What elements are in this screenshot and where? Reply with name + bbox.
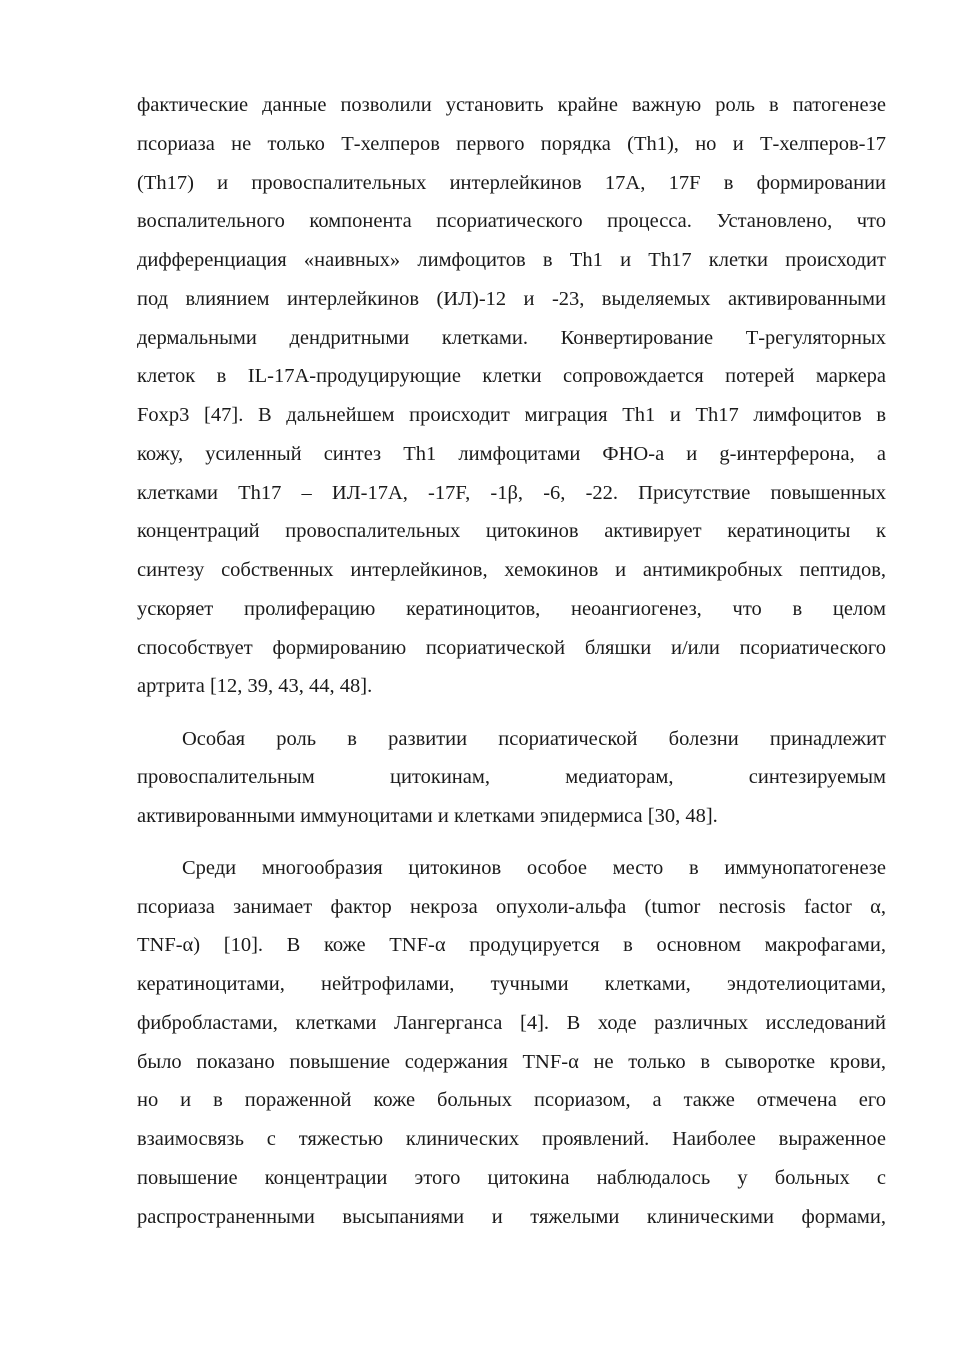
text-line: псориаза занимает фактор некроза опухоли-альфа (tumor necrosis factor α, — [137, 896, 886, 918]
text-line: артрита [12, 39, 43, 44, 48]. — [137, 675, 373, 697]
text-line: активированными иммуноцитами и клетками эпидермиса [30, 48]. — [137, 805, 718, 827]
text-line: клеток в IL-17А-продуцирующие клетки сопровождается потерей маркера — [137, 365, 886, 387]
text-line: под влиянием интерлейкинов (ИЛ)-12 и -23, выделяемых активированными — [137, 288, 886, 310]
text-line: Особая роль в развитии псориатической болезни принадлежит — [182, 728, 886, 750]
text-line: воспалительного компонента псориатического процесса. Установлено, что — [137, 210, 886, 232]
text-line: (Th17) и провоспалительных интерлейкинов 17А, 17F в формировании — [137, 172, 886, 194]
text-line: дермальными дендритными клетками. Конвертирование Т-регуляторных — [137, 327, 886, 349]
text-line: взаимосвязь с тяжестью клинических проявлений. Наиболее выраженное — [137, 1128, 886, 1150]
text-line: способствует формированию псориатической бляшки и/или псориатического — [137, 637, 886, 659]
text-line: TNF-α) [10]. В коже TNF-α продуцируется в основном макрофагами, — [137, 934, 886, 956]
text-line: фибробластами, клетками Лангерганса [4]. В ходе различных исследований — [137, 1012, 886, 1034]
text-line: но и в пораженной коже больных псориазом, а также отмечена его — [137, 1089, 886, 1111]
text-line: концентраций провоспалительных цитокинов активирует кератиноциты к — [137, 520, 886, 542]
text-line: распространенными высыпаниями и тяжелыми клиническими формами, — [137, 1206, 886, 1228]
text-line: клетками Th17 – ИЛ-17А, -17F, -1β, -6, -22. Присутствие повышенных — [137, 482, 886, 504]
text-line: синтезу собственных интерлейкинов, хемокинов и антимикробных пептидов, — [137, 559, 886, 581]
text-line: провоспалительным цитокинам, медиаторам, синтезируемым — [137, 766, 886, 788]
text-line: Среди многообразия цитокинов особое место в иммунопатогенезе — [182, 857, 886, 879]
text-line: было показано повышение содержания TNF-α не только в сыворотке крови, — [137, 1051, 886, 1073]
text-line: кожу, усиленный синтез Th1 лимфоцитами ФНО-a и g-интерферона, а — [137, 443, 886, 465]
text-line: повышение концентрации этого цитокина наблюдалось у больных с — [137, 1167, 886, 1189]
text-line: кератиноцитами, нейтрофилами, тучными клетками, эндотелиоцитами, — [137, 973, 886, 995]
text-line: фактические данные позволили установить крайне важную роль в патогенезе — [137, 94, 886, 116]
text-line: Foxp3 [47]. В дальнейшем происходит миграция Th1 и Th17 лимфоцитов в — [137, 404, 886, 426]
text-line: псориаза не только Т-хелперов первого порядка (Th1), но и Т-хелперов-17 — [137, 133, 886, 155]
text-line: ускоряет пролиферацию кератиноцитов, неоангиогенез, что в целом — [137, 598, 886, 620]
text-line: дифференциация «наивных» лимфоцитов в Th1 и Th17 клетки происходит — [137, 249, 886, 271]
